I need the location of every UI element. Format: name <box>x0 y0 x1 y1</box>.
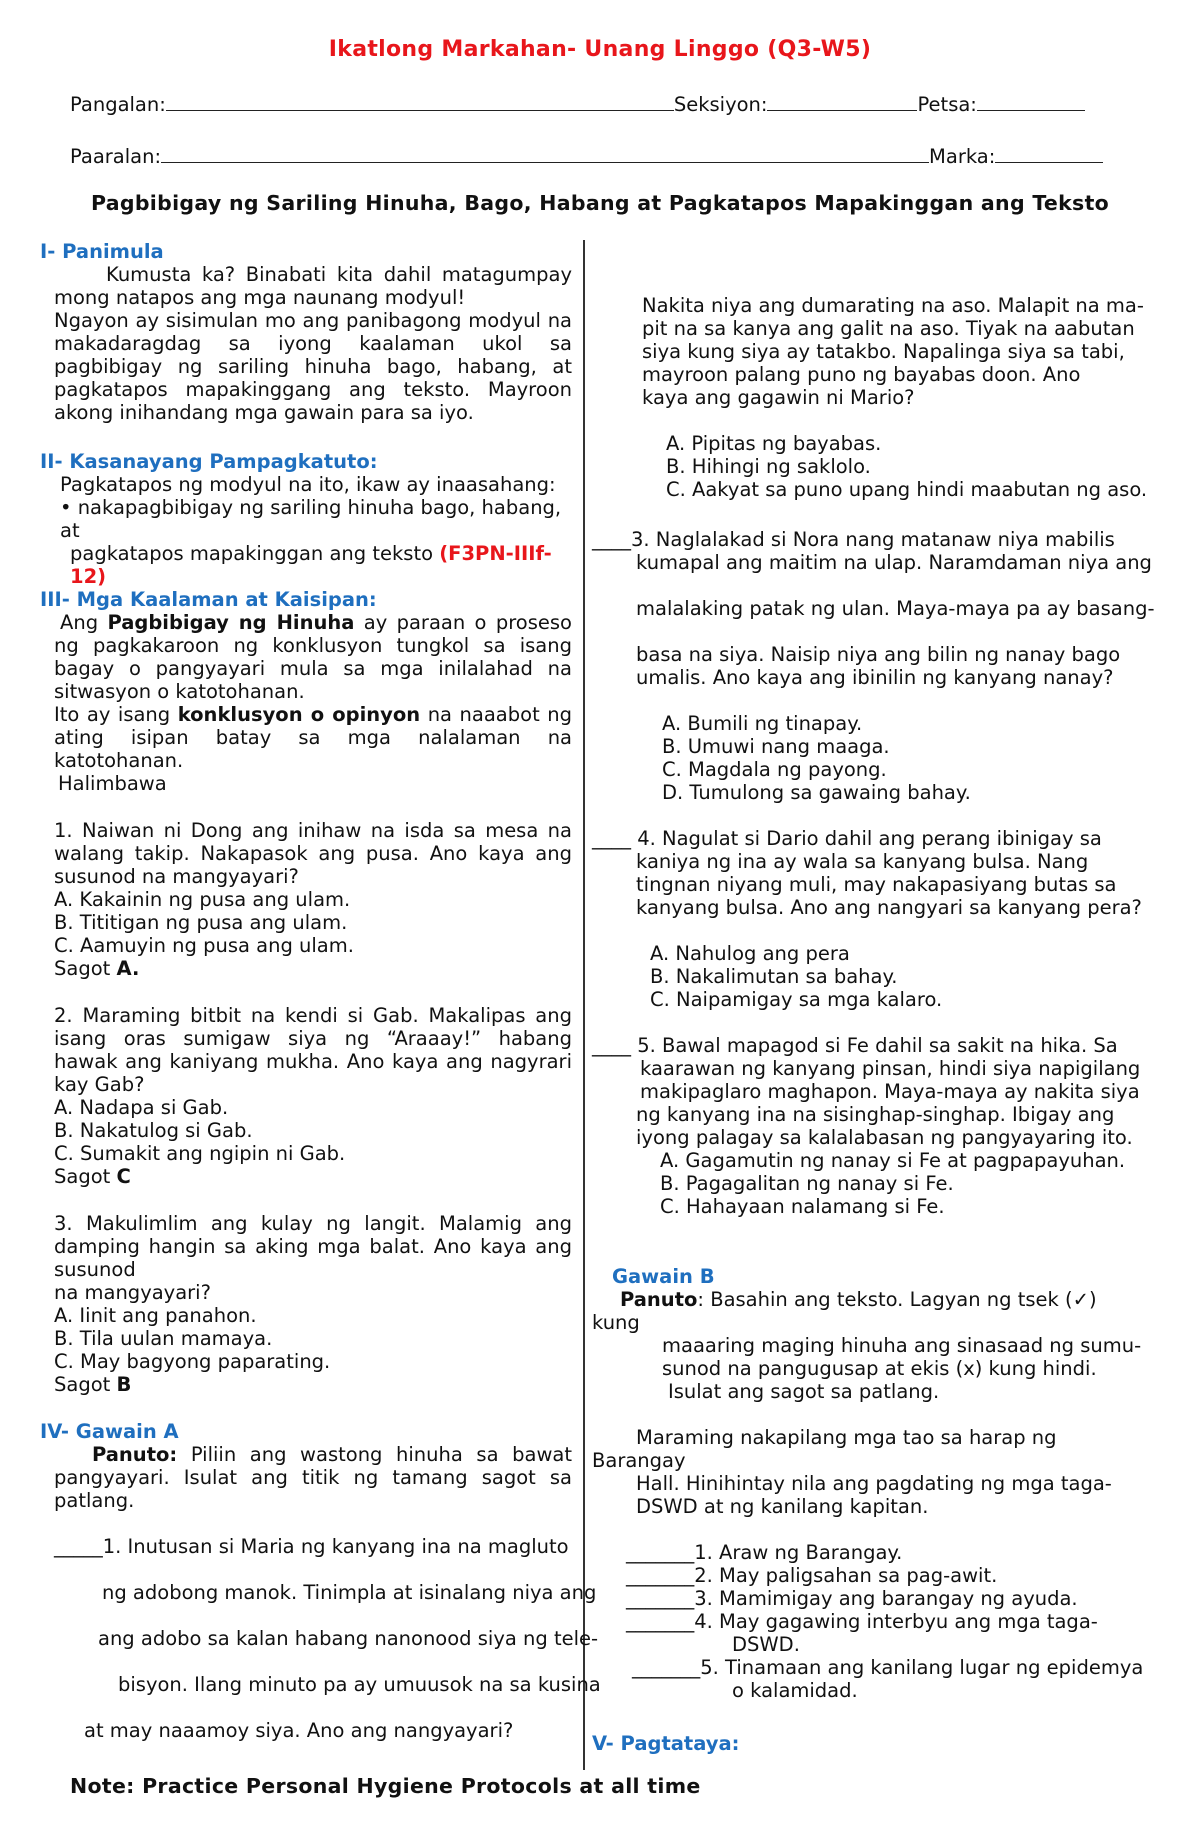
q3-option-a: A. Bumili ng tinapay. <box>662 712 863 735</box>
form-line-1 <box>70 90 1085 116</box>
petsa-label: Petsa: <box>917 93 977 116</box>
competency-code: (F3PN-IIIf-12) <box>70 542 552 588</box>
q2-line-2: pit na sa kanya ang galit na aso. Tiyak na aabutan <box>642 317 1135 340</box>
q5-line-1: ____ 5. Bawal mapagod si Fe dahil sa sakit na hika. Sa <box>592 1034 1118 1057</box>
panimula-text-1: Kumusta ka? Binabati kita dahil matagumpay mong natapos ang mga naunang modyul! <box>54 263 572 309</box>
kasanayan-text: Pagkatapos ng modyul na ito, ikaw ay inaasahang: <box>60 473 556 496</box>
seksiyon-label: Seksiyon: <box>673 93 768 116</box>
kaalaman-2b: konklusyon o opinyon <box>177 703 421 726</box>
panuto-text: : Basahin ang teksto. Lagyan ng tsek (✓) kung <box>592 1288 1097 1334</box>
section-gawain-a-heading: IV- Gawain A <box>40 1420 179 1443</box>
kasanayan-bullet: • nakapagbibigay ng sariling hinuha bago, habang, at <box>60 496 562 542</box>
seksiyon-field[interactable] <box>767 90 917 111</box>
example-3-question-cont: na mangyayari? <box>54 1281 211 1304</box>
q4-line-3: tingnan niyang muli, may nakapasiyang butas sa <box>636 873 1117 896</box>
q2-line-3: siya kung siya ay tatakbo. Napalinga siya sa tabi, <box>642 340 1125 363</box>
q5-option-b: B. Pagagalitan ng nanay si Fe. <box>660 1172 954 1195</box>
example-2-option-b: B. Nakatulog si Gab. <box>54 1119 253 1142</box>
passage-line-1: Maraming nakapilang mga tao sa harap ng Barangay <box>592 1426 1057 1472</box>
answer-label: Sagot <box>54 957 117 980</box>
item-3: _______3. Mamimigay ang barangay ng ayuda. <box>626 1587 1078 1610</box>
kasanayan-bullet-cont <box>40 542 572 588</box>
item-1: _______1. Araw ng Barangay. <box>626 1541 903 1564</box>
answer-label: Sagot <box>54 1165 117 1188</box>
q2-option-c: C. Aakyat sa puno upang hindi maabutan ng aso. <box>666 478 1148 501</box>
item-4: _______4. May gagawing interbyu ang mga taga- <box>626 1610 1098 1633</box>
kaalaman-text-1 <box>54 611 572 703</box>
q3-line-5: umalis. Ano kaya ang ibinilin ng kanyang nanay? <box>636 666 1114 689</box>
q4-option-c: C. Naipamigay sa mga kalaro. <box>650 988 943 1011</box>
marka-label: Marka: <box>929 145 996 168</box>
answer-key: A. <box>116 957 140 980</box>
q5-line-2: kaarawan ng kanyang pinsan, hindi siya napigilang <box>640 1057 1141 1080</box>
form-line-2 <box>70 142 1103 168</box>
q3-option-d: D. Tumulong sa gawaing bahay. <box>662 781 971 804</box>
panuto-label: Panuto: <box>92 1443 178 1466</box>
marka-field[interactable] <box>995 142 1103 163</box>
example-1-answer <box>54 957 139 980</box>
passage-line-3: DSWD at ng kanilang kapitan. <box>636 1495 929 1518</box>
question-1-line-5: at may naaamoy siya. Ano ang nangyayari? <box>84 1719 514 1742</box>
q3-line-1: ____3. Naglalakad si Nora nang matanaw niya mabilis <box>592 528 1115 551</box>
example-2-option-a: A. Nadapa si Gab. <box>54 1096 229 1119</box>
gawain-b-line-3: sunod na pangugusap at ekis (x) kung hindi. <box>662 1357 1097 1380</box>
q3-option-b: B. Umuwi nang maaga. <box>662 735 890 758</box>
item-2: _______2. May paligsahan sa pag-awit. <box>626 1564 998 1587</box>
example-3-option-c: C. May bagyong paparating. <box>54 1350 331 1373</box>
item-5: _______5. Tinamaan ang kanilang lugar ng epidemya <box>632 1656 1144 1679</box>
page-title: Ikatlong Markahan- Unang Linggo (Q3-W5) <box>328 37 872 62</box>
q2-line-5: kaya ang gagawin ni Mario? <box>642 386 915 409</box>
paaralan-label: Paaralan: <box>70 145 162 168</box>
kaalaman-1a: Ang <box>60 611 108 634</box>
example-3-option-b: B. Tila uulan mamaya. <box>54 1327 273 1350</box>
section-pagtataya-heading: V- Pagtataya: <box>592 1732 740 1755</box>
lesson-title: Pagbibigay ng Sariling Hinuha, Bago, Habang at Pagkatapos Mapakinggan ang Teksto <box>90 191 1110 215</box>
kaalaman-text-2 <box>54 703 572 772</box>
section-gawain-b-heading: Gawain B <box>612 1265 715 1288</box>
panuto-text: Piliin ang wastong hinuha sa bawat pangyayari. Isulat ang titik ng tamang sagot sa patlang. <box>54 1443 572 1512</box>
q5-line-5: iyong palagay sa kalalabasan ng pangyayaring ito. <box>636 1126 1133 1149</box>
q2-line-4: mayroon palang puno ng bayabas doon. Ano <box>642 363 1081 386</box>
answer-key: B <box>116 1373 132 1396</box>
pangalan-field[interactable] <box>166 90 674 111</box>
section-kaalaman-heading: III- Mga Kaalaman at Kaisipan: <box>40 588 377 611</box>
gawain-b-line-4: Isulat ang sagot sa patlang. <box>668 1380 940 1403</box>
footer-note: Note: Practice Personal Hygiene Protocols at all time <box>70 1774 701 1798</box>
q5-option-a: A. Gagamutin ng nanay si Fe at pagpapayuhan. <box>660 1149 1126 1172</box>
example-3-option-a: A. Iinit ang panahon. <box>54 1304 257 1327</box>
item-4-cont: DSWD. <box>732 1633 800 1656</box>
q4-option-b: B. Nakalimutan sa bahay. <box>650 965 898 988</box>
column-divider <box>583 240 585 1770</box>
q4-line-4: kanyang bulsa. Ano ang nangyari sa kanyang pera? <box>636 896 1142 919</box>
example-1-option-b: B. Tititigan ng pusa ang ulam. <box>54 911 348 934</box>
example-3-question: 3. Makulimlim ang kulay ng langit. Malamig ang damping hangin sa aking mga balat. Ano kaya ang susunod <box>54 1212 572 1281</box>
example-1-question: 1. Naiwan ni Dong ang inihaw na isda sa mesa na walang takip. Nakapasok ang pusa. Ano kaya ang susunod na mangyayari? <box>54 819 572 888</box>
example-1-option-c: C. Aamuyin ng pusa ang ulam. <box>54 934 354 957</box>
question-1-line-1: _____1. Inutusan si Maria ng kanyang ina na magluto <box>54 1535 569 1558</box>
q3-line-4: basa na siya. Naisip niya ang bilin ng nanay bago <box>636 643 1121 666</box>
gawain-b-instructions <box>592 1288 1112 1334</box>
q5-line-3: makipaglaro maghapon. Maya-maya ay nakita siya <box>640 1080 1140 1103</box>
kaalaman-2c: na naaabot ng ating isipan batay sa mga nalalaman na katotohanan. <box>54 703 572 772</box>
example-2-option-c: C. Sumakit ang ngipin ni Gab. <box>54 1142 346 1165</box>
section-panimula-heading: I- Panimula <box>40 240 164 263</box>
petsa-field[interactable] <box>977 90 1085 111</box>
q3-line-3: malalaking patak ng ulan. Maya-maya pa ay basang- <box>636 597 1155 620</box>
kaalaman-1b: Pagbibigay ng Hinuha <box>107 611 355 634</box>
kasanayan-cont-text: pagkatapos mapakinggan ang teksto <box>70 542 440 565</box>
gawain-b-line-2: maaaring maging hinuha ang sinasaad ng sumu- <box>662 1334 1142 1357</box>
q2-option-a: A. Pipitas ng bayabas. <box>666 432 882 455</box>
q5-option-c: C. Hahayaan nalamang si Fe. <box>660 1195 945 1218</box>
answer-key: C <box>116 1165 131 1188</box>
q5-line-4: ng kanyang ina na sisinghap-singhap. Ibigay ang <box>636 1103 1115 1126</box>
example-2-question: 2. Maraming bitbit na kendi si Gab. Makalipas ang isang oras sumigaw siya ng “Araaay!” habang hawak ang kaniyang mukha. Ano kaya ang nagyrari kay Gab? <box>54 1004 572 1096</box>
q4-line-1: ____ 4. Nagulat si Dario dahil ang perang ibinigay sa <box>592 827 1102 850</box>
paaralan-field[interactable] <box>161 142 929 163</box>
question-1-line-3: ang adobo sa kalan habang nanonood siya ng tele- <box>98 1627 599 1650</box>
passage-line-2: Hall. Hinihintay nila ang pagdating ng mga taga- <box>636 1472 1112 1495</box>
q4-line-2: kaniya ng ina ay wala sa kanyang bulsa. Nang <box>636 850 1089 873</box>
halimbawa-label: Halimbawa <box>58 772 167 795</box>
panimula-text-2: Ngayon ay sisimulan mo ang panibagong modyul na makadaragdag sa iyong kaalaman ukol sa pagbibigay ng sariling hinuha bago, habang, at pagkatapos mapakinggang ang teksto. Mayroon akong inihandang mga gawain para sa iyo. <box>54 309 572 424</box>
pangalan-label: Pangalan: <box>70 93 166 116</box>
panuto-label: Panuto <box>620 1288 698 1311</box>
question-1-line-4: bisyon. Ilang minuto pa ay umuusok na sa kusina <box>118 1673 601 1696</box>
question-1-line-2: ng adobong manok. Tinimpla at isinalang niya ang <box>102 1581 597 1604</box>
example-1-option-a: A. Kakainin ng pusa ang ulam. <box>54 888 351 911</box>
kaalaman-1c: ay paraan o proseso ng pagkakaroon ng konklusyon tungkol sa isang bagay o pangyayari mula sa mga inilalahad na sitwasyon o katotohanan. <box>54 611 572 703</box>
q3-line-2: kumapal ang maitim na ulap. Naramdaman niya ang <box>636 551 1152 574</box>
kaalaman-2a: Ito ay isang <box>54 703 178 726</box>
q2-option-b: B. Hihingi ng saklolo. <box>666 455 871 478</box>
item-5-cont: o kalamidad. <box>732 1679 858 1702</box>
example-3-answer <box>54 1373 131 1396</box>
q4-option-a: A. Nahulog ang pera <box>650 942 850 965</box>
q2-line-1: Nakita niya ang dumarating na aso. Malapit na ma- <box>642 294 1144 317</box>
example-2-answer <box>54 1165 131 1188</box>
gawain-a-instructions <box>54 1443 572 1512</box>
q3-option-c: C. Magdala ng payong. <box>662 758 887 781</box>
section-kasanayan-heading: II- Kasanayang Pampagkatuto: <box>40 450 378 473</box>
answer-label: Sagot <box>54 1373 117 1396</box>
